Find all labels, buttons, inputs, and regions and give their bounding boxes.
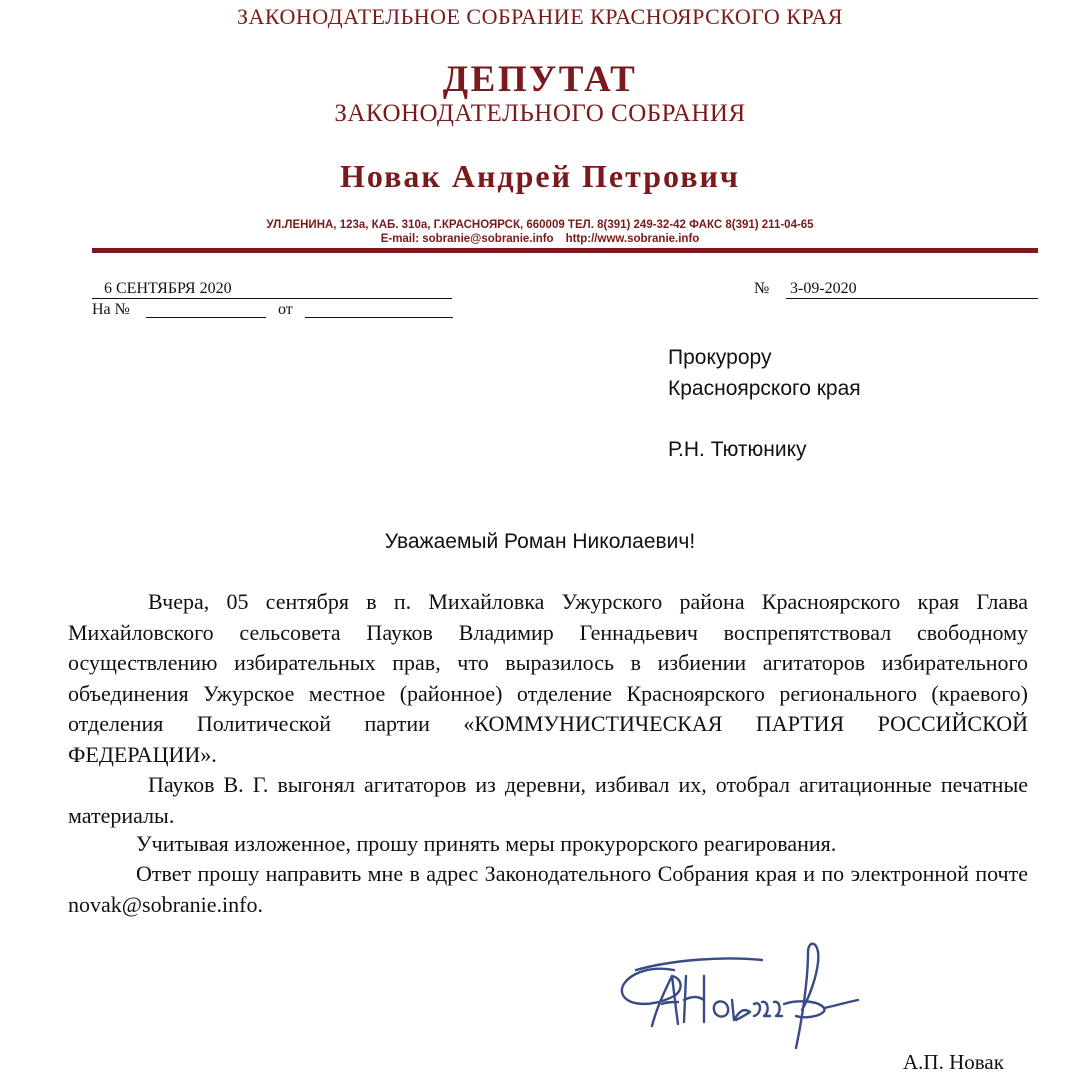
body-paragraph-4-text: Ответ прошу направить мне в адрес Законодательного Собрания края и по электронной почте novak@sobranie.info. [68,861,1028,917]
body-paragraph-4 [68,859,1028,920]
addressee-name: Р.Н. Тютюнику [668,438,807,461]
letter-date: 6 СЕНТЯБРЯ 2020 [92,280,452,299]
body-paragraph-1-text: Вчера, 05 сентября в п. Михайловка Ужурского района Красноярского края Глава Михайловского сельсовета Пауков Владимир Геннадьевич воспрепятствовал свободному осуществлению избирательных прав, что выразилось в избиении агитаторов избирательного объединения Ужурское местное (районное) отделение Красноярского регионального (краевого) отделения Политической партии «КОММУНИСТИЧЕСКАЯ ПАРТИЯ РОССИЙСКОЙ ФЕДЕРАЦИИ». [68,589,1028,767]
deputy-title: ДЕПУТАТ [442,59,638,100]
addressee-position: Прокурору [668,346,772,369]
handwritten-signature [612,930,862,1055]
body-paragraph-3-text: Учитывая изложенное, прошу принять меры прокурорского реагирования. [136,831,837,856]
reference-date-label: от [278,301,293,318]
signer-name: А.П. Новак [903,1050,1004,1074]
body-paragraph-2 [68,770,1028,831]
body-paragraph-1 [68,587,1028,770]
addressee-region: Красноярского края [668,377,861,400]
deputy-name: Новак Андрей Петрович [340,158,740,194]
letterhead-address: УЛ.ЛЕНИНА, 123а, КАБ. 310а, Г.КРАСНОЯРСК, 660009 ТЕЛ. 8(391) 249-32-42 ФАКС 8(391) 211-04-65 [266,219,814,231]
letter-number-label: № [754,280,770,297]
reference-number-label: На № [92,301,130,318]
letterhead-website: http://www.sobranie.info [565,233,700,245]
body-paragraph-3 [68,829,1028,860]
deputy-subtitle: ЗАКОНОДАТЕЛЬНОГО СОБРАНИЯ [334,100,746,127]
salutation: Уважаемый Роман Николаевич! [384,530,696,553]
organization-name: ЗАКОНОДАТЕЛЬНОЕ СОБРАНИЕ КРАСНОЯРСКОГО КРАЯ [237,4,843,29]
reference-date-line [305,317,453,318]
letterhead-email: E-mail: sobranie@sobranie.info [380,233,554,245]
body-paragraph-2-text: Пауков В. Г. выгонял агитаторов из деревни, избивал их, отобрал агитационные печатные материалы. [68,772,1028,828]
letterhead-contacts [0,233,1080,245]
letterhead-divider [92,248,1038,253]
reference-number-line [146,317,266,318]
letter-number: 3-09-2020 [786,280,1038,299]
